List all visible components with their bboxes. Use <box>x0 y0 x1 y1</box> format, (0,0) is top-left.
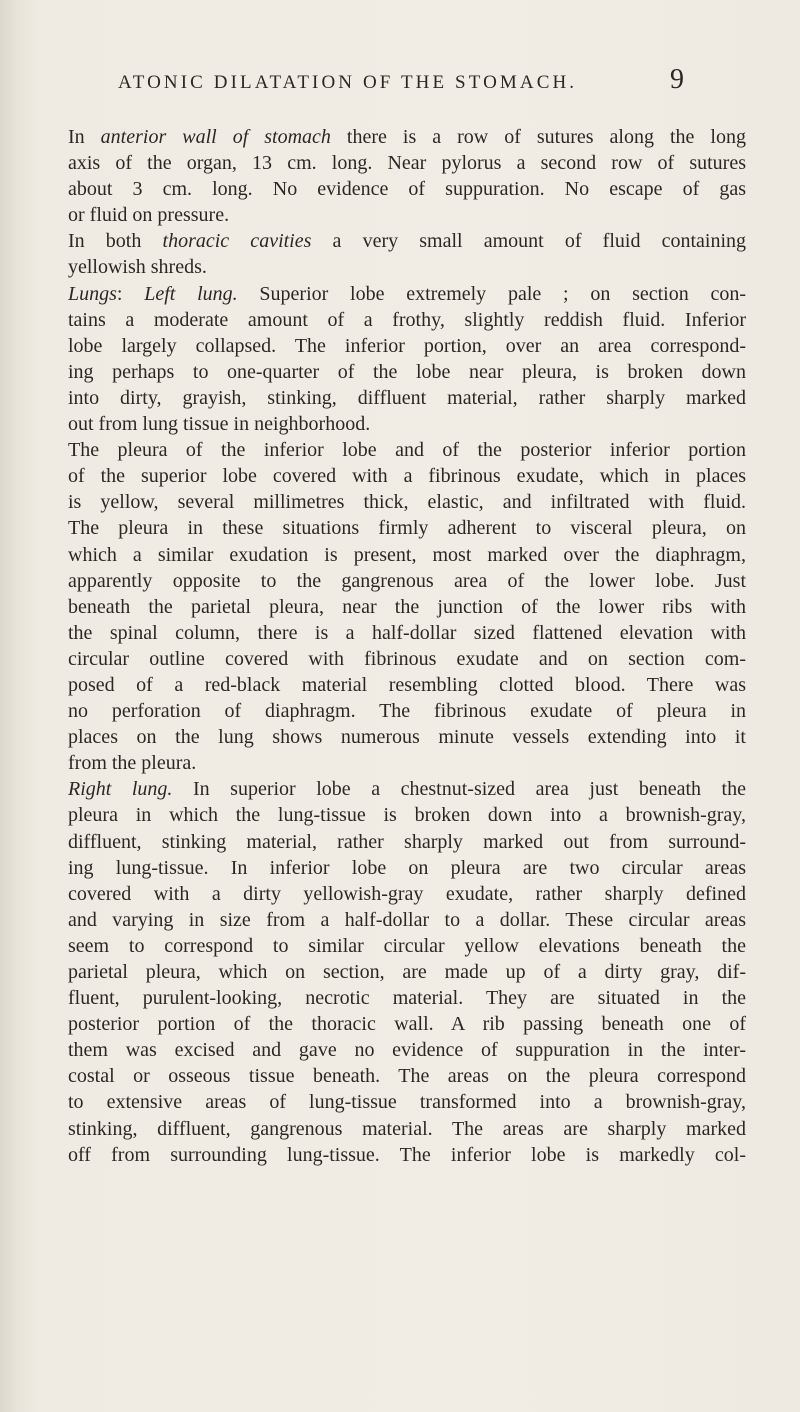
text-line <box>68 750 746 776</box>
text-span: posterior portion of the thoracic wall. A rib passing beneath one of <box>68 1013 746 1036</box>
text-span: diffluent, stinking material, rather sharply marked out from surround- <box>68 830 746 853</box>
text-line <box>68 1089 746 1115</box>
text-span: or fluid on pressure. <box>68 204 230 227</box>
text-line <box>68 802 746 828</box>
text-line <box>68 542 746 568</box>
text-line <box>68 933 746 959</box>
text-span: about 3 cm. long. No evidence of suppuration. No escape of gas <box>68 178 746 201</box>
text-span: Superior lobe extremely pale ; on section con- <box>237 282 746 305</box>
italic-text: Lungs <box>68 282 117 305</box>
text-line <box>68 124 746 150</box>
text-span: ing lung-tissue. In inferior lobe on pleura are two circular areas <box>68 856 746 879</box>
text-line <box>68 515 746 541</box>
text-span: circular outline covered with fibrinous exudate and on section com- <box>68 647 746 670</box>
running-head <box>118 66 684 106</box>
text-span: them was excised and gave no evidence of suppuration in the inter- <box>68 1039 746 1062</box>
running-title: ATONIC DILATATION OF THE STOMACH. <box>118 72 578 93</box>
page-number: 9 <box>670 64 684 95</box>
text-line <box>68 254 746 280</box>
text-line <box>68 1116 746 1142</box>
text-span: seem to correspond to similar circular yellow elevations beneath the <box>68 934 746 957</box>
text-span: to extensive areas of lung-tissue transformed into a brownish-gray, <box>68 1091 746 1114</box>
text-span: no perforation of diaphragm. The fibrinous exudate of pleura in <box>68 700 746 723</box>
text-span: covered with a dirty yellowish-gray exudate, rather sharply defined <box>68 882 746 905</box>
text-line <box>68 1142 746 1168</box>
text-span: a very small amount of fluid containing <box>311 230 746 253</box>
text-span: off from surrounding lung-tissue. The inferior lobe is markedly col- <box>68 1143 746 1166</box>
text-span: axis of the organ, 13 cm. long. Near pylorus a second row of sutures <box>68 152 746 175</box>
text-span: places on the lung shows numerous minute vessels extending into it <box>68 726 746 749</box>
text-line <box>68 907 746 933</box>
text-span: stinking, diffluent, gangrenous material. The areas are sharply marked <box>68 1117 746 1140</box>
text-line <box>68 359 746 385</box>
text-span: is yellow, several millimetres thick, elastic, and infiltrated with fluid. <box>68 491 746 514</box>
text-span: and varying in size from a half-dollar to a dollar. These circular areas <box>68 908 746 931</box>
text-line <box>68 724 746 750</box>
text-span: from the pleura. <box>68 752 197 775</box>
text-span: apparently opposite to the gangrenous area of the lower lobe. Just <box>68 569 746 592</box>
text-line <box>68 568 746 594</box>
text-line <box>68 150 746 176</box>
text-span: of the superior lobe covered with a fibrinous exudate, which in places <box>68 465 746 488</box>
text-line <box>68 646 746 672</box>
text-line <box>68 620 746 646</box>
text-line <box>68 228 746 254</box>
text-line <box>68 1011 746 1037</box>
italic-text: Right lung. <box>68 778 173 801</box>
text-span: In <box>68 126 101 148</box>
text-span: : <box>116 282 145 305</box>
text-line <box>68 489 746 515</box>
text-line <box>68 333 746 359</box>
text-span: into dirty, grayish, stinking, diffluent material, rather sharply marked <box>68 386 746 409</box>
text-line <box>68 411 746 437</box>
text-span: The pleura in these situations firmly adherent to visceral pleura, on <box>68 517 746 540</box>
text-span: fluent, purulent-looking, necrotic material. They are situated in the <box>68 987 746 1010</box>
text-line <box>68 1037 746 1063</box>
text-span: In both <box>68 230 163 253</box>
text-line <box>68 698 746 724</box>
text-span: yellowish shreds. <box>68 256 207 279</box>
text-line <box>68 1063 746 1089</box>
italic-text: Left lung. <box>144 282 238 305</box>
text-line <box>68 829 746 855</box>
italic-text: thoracic cavities <box>162 230 312 253</box>
text-span: costal or osseous tissue beneath. The areas on the pleura correspond <box>68 1065 746 1088</box>
text-span: pleura in which the lung-tissue is broken down into a brownish-gray, <box>68 804 746 827</box>
text-line <box>68 959 746 985</box>
text-line <box>68 881 746 907</box>
italic-text: anterior wall of stomach <box>100 126 331 148</box>
text-line <box>68 385 746 411</box>
text-span: the spinal column, there is a half-dollar sized flattened elevation with <box>68 621 746 644</box>
text-line <box>68 176 746 202</box>
text-span: In superior lobe a chestnut-sized area just beneath the <box>172 778 746 801</box>
text-span: beneath the parietal pleura, near the junction of the lower ribs with <box>68 595 746 618</box>
text-span: parietal pleura, which on section, are made up of a dirty gray, dif- <box>68 961 746 983</box>
text-span: out from lung tissue in neighborhood. <box>68 413 371 436</box>
body-text <box>68 124 746 1168</box>
text-line <box>68 672 746 698</box>
text-span: tains a moderate amount of a frothy, slightly reddish fluid. Inferior <box>68 308 746 331</box>
text-span: which a similar exudation is present, most marked over the diaphragm, <box>68 543 746 566</box>
text-line <box>68 437 746 463</box>
text-line <box>68 776 746 802</box>
text-span: there is a row of sutures along the long <box>330 126 746 148</box>
text-line <box>68 985 746 1011</box>
text-line <box>68 594 746 620</box>
text-line <box>68 855 746 881</box>
text-line <box>68 281 746 307</box>
text-span: ing perhaps to one-quarter of the lobe near pleura, is broken down <box>68 360 746 383</box>
text-line <box>68 307 746 333</box>
text-span: The pleura of the inferior lobe and of the posterior inferior portion <box>68 439 746 462</box>
text-line <box>68 463 746 489</box>
text-line <box>68 202 746 228</box>
text-span: posed of a red-black material resembling clotted blood. There was <box>68 673 746 696</box>
text-span: lobe largely collapsed. The inferior portion, over an area correspond- <box>68 334 746 357</box>
